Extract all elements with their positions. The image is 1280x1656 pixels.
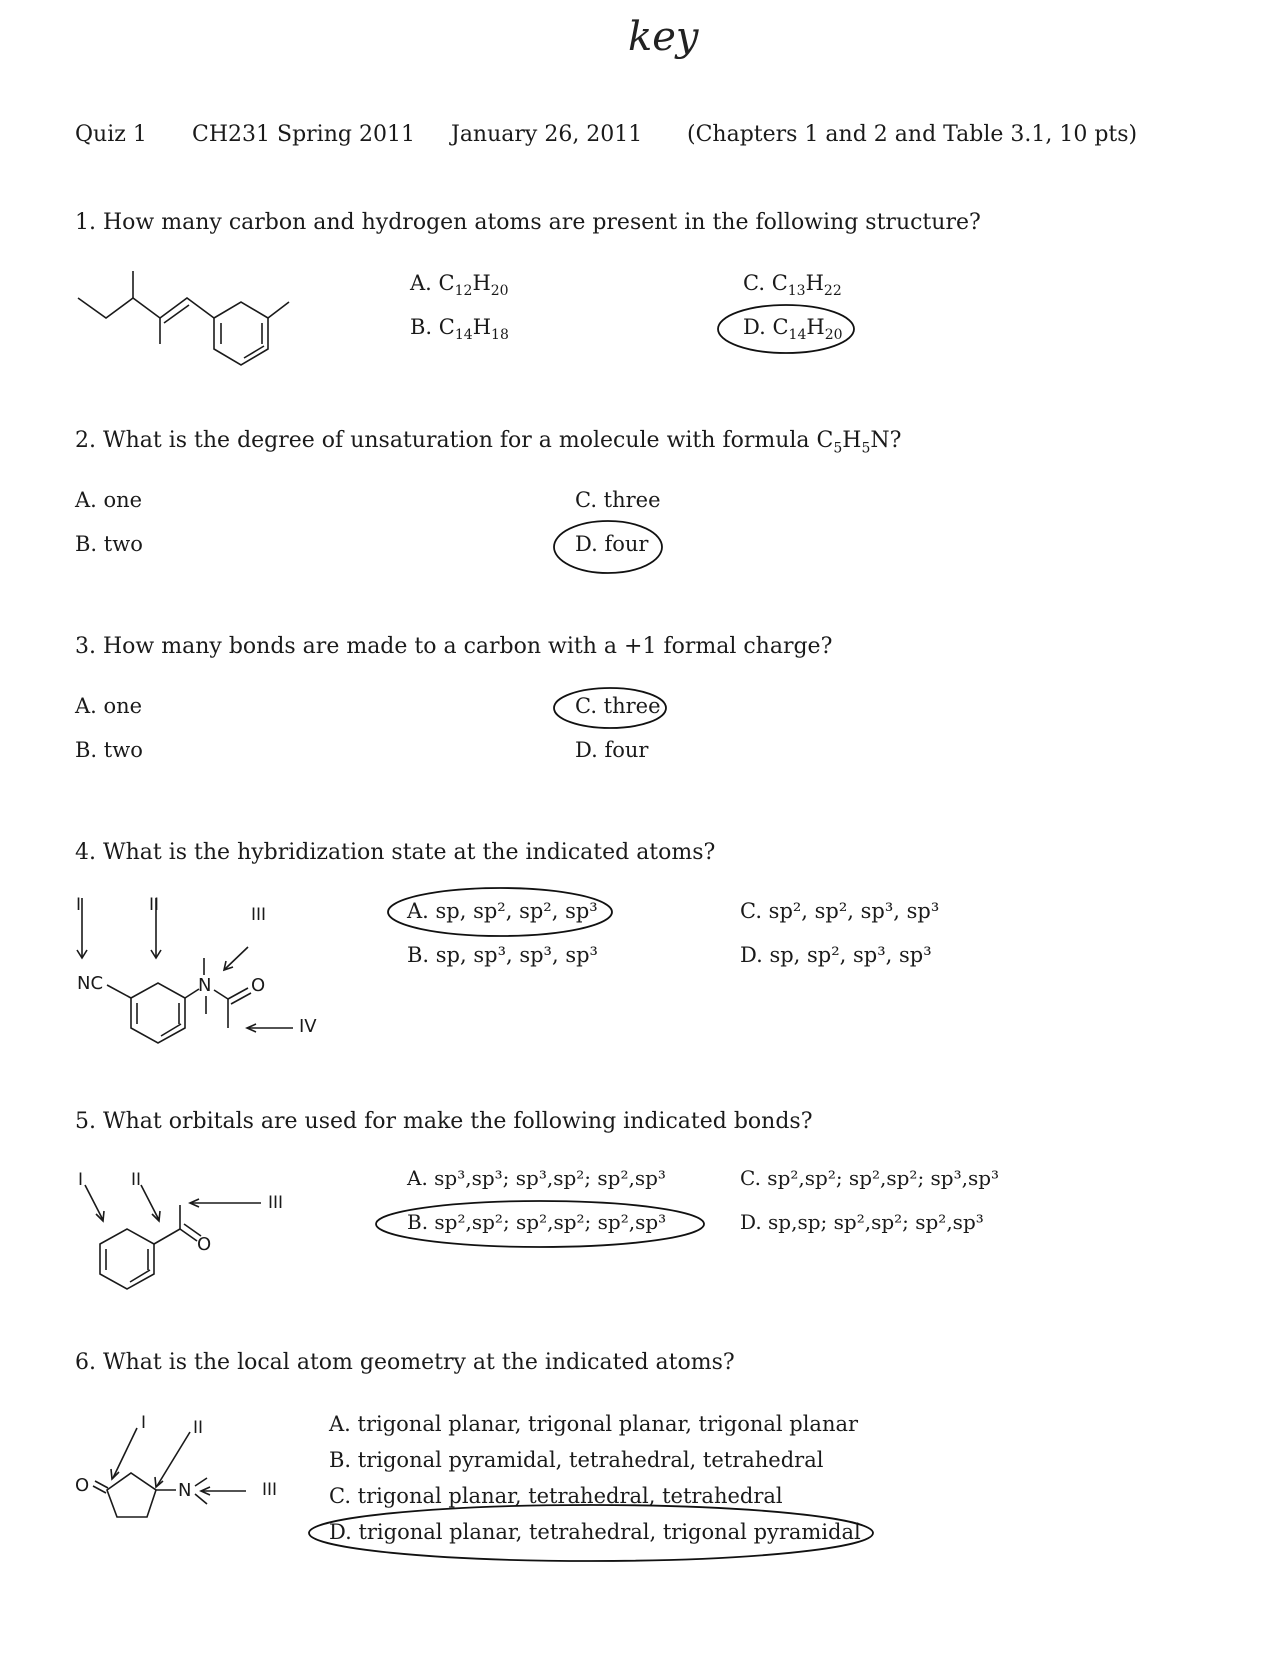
q4-label-iii: III — [251, 905, 267, 925]
q3-option-b: B. two — [75, 738, 143, 762]
q1-option-c: C. $C_{13}H_{22}$ — [743, 271, 842, 300]
q4-atom-nc: NC — [77, 973, 104, 994]
q6-label-i: I — [141, 1413, 147, 1433]
q5-atom-o: O — [197, 1234, 212, 1255]
q6-atom-n: N — [178, 1480, 192, 1501]
question-number: 3. — [75, 634, 96, 659]
q5-option-b: B. sp²,sp²; sp²,sp²; sp²,sp³ — [407, 1210, 667, 1234]
question-5-text: 5. What orbitals are used for make the following indicated bonds? — [75, 1109, 813, 1134]
question-number: 1. — [75, 210, 96, 235]
question-3-text: 3. How many bonds are made to a carbon with a +1 formal charge? — [75, 634, 833, 659]
quiz-number: Quiz 1 — [75, 122, 147, 147]
q2-option-d: D. four — [575, 532, 649, 556]
q4-atom-n: N — [198, 975, 212, 996]
q6-option-c: C. trigonal planar, tetrahedral, tetrahedral — [329, 1484, 783, 1508]
course-name: CH231 Spring 2011 — [192, 122, 415, 147]
question-number: 2. — [75, 428, 96, 453]
q5-option-a: A. sp³,sp³; sp³,sp²; sp²,sp³ — [407, 1166, 666, 1190]
question-number: 6. — [75, 1350, 96, 1375]
q4-option-d: D. sp, sp², sp³, sp³ — [740, 943, 932, 967]
question-4-text: 4. What is the hybridization state at the indicated atoms? — [75, 840, 716, 865]
q4-option-c: C. sp², sp², sp³, sp³ — [740, 899, 940, 923]
q2-option-c: C. three — [575, 488, 661, 512]
q3-option-c: C. three — [575, 694, 661, 718]
q4-label-ii: II — [149, 895, 160, 915]
q5-label-ii: II — [131, 1170, 142, 1190]
q6-label-iii: III — [262, 1480, 278, 1500]
q1-option-a: A. $C_{12}H_{20}$ — [410, 271, 509, 300]
question-number: 5. — [75, 1109, 96, 1134]
q4-label-i: I — [76, 895, 82, 915]
q6-option-d: D. trigonal planar, tetrahedral, trigonal pyramidal — [329, 1520, 861, 1544]
question-prompt: How many carbon and hydrogen atoms are present in the following structure? — [103, 210, 981, 235]
q5-label-iii: III — [268, 1193, 284, 1213]
quiz-date: January 26, 2011 — [451, 122, 643, 147]
q4-label-iv: IV — [299, 1016, 317, 1037]
question-2-text: 2. What is the degree of unsaturation for a molecule with formula $C_5H_5N$? — [75, 428, 902, 457]
q2-option-b: B. two — [75, 532, 143, 556]
q5-option-c: C. sp²,sp²; sp²,sp²; sp³,sp³ — [740, 1166, 1000, 1190]
question-6-text: 6. What is the local atom geometry at the indicated atoms? — [75, 1350, 735, 1375]
q5-option-d: D. sp,sp; sp²,sp²; sp²,sp³ — [740, 1210, 984, 1234]
q6-option-a: A. trigonal planar, trigonal planar, trigonal planar — [329, 1412, 859, 1436]
quiz-scope: (Chapters 1 and 2 and Table 3.1, 10 pts) — [687, 122, 1138, 147]
q6-atom-o: O — [75, 1475, 90, 1496]
q4-option-b: B. sp, sp³, sp³, sp³ — [407, 943, 598, 967]
q2-option-a: A. one — [75, 488, 143, 512]
q6-label-ii: II — [193, 1418, 204, 1438]
q6-option-b: B. trigonal pyramidal, tetrahedral, tetrahedral — [329, 1448, 824, 1472]
q1-option-b: B. $C_{14}H_{18}$ — [410, 315, 509, 344]
q5-label-i: I — [78, 1170, 84, 1190]
q3-option-a: A. one — [75, 694, 143, 718]
handwritten-key-mark: key — [628, 14, 699, 60]
q3-option-d: D. four — [575, 738, 649, 762]
q1-option-d: D. $C_{14}H_{20}$ — [743, 315, 843, 344]
q4-atom-o: O — [251, 975, 266, 996]
question-number: 4. — [75, 840, 96, 865]
q4-option-a: A. sp, sp², sp², sp³ — [407, 899, 598, 923]
